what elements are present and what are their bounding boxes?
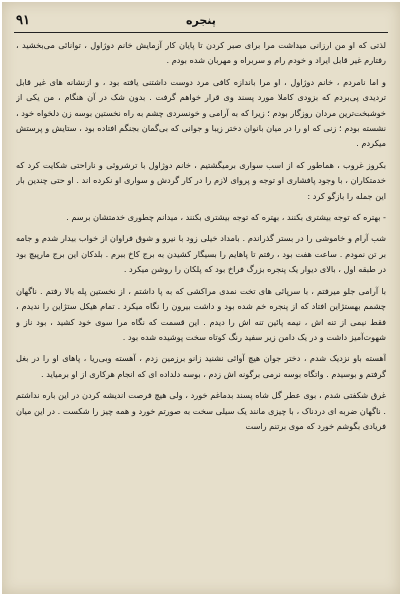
dialogue-paragraph: - بهتره که توجه بیشتری بکنند ، بهتره که توجه بیشتری بکنند ، میدانم چطوری خدمتشان برسم . [66, 212, 386, 223]
paragraph: و اما نامردم ، خانم دوژاول ، او مرا باندازه کافی مرد دوست داشتنی یافته بود ، و ازنشانه های غیر قابل تردیدی پی‌بردم که بزودی کاملا مورد پسند وی قرار خواهم گرفت . بدون شک در آن هنگام ، من یکی از خوشبخت‌ترین مردان روزگار بودم ؛ زیرا که به آرامی و خونسردی چشم به راه نخستین بوسه زن دلخواه خود ، نشسته بودم ؛ زنی که او را در میان بانوان دختر زیبا و جوانی که بی‌گمان بجنگم افتاده بود ، ستایش و پرستش میکردم . [16, 76, 386, 149]
paragraph: غرق شکفتی شدم ، بوی عطر گل شاه پسند بدماغم خورد ، ولی هیچ فرصت اندیشه کردن در این باره نداشتم . ناگهان ضربه ای دردناک ، با چیزی مانند یک سیلی سخت به صورتم خورد و همه چیز را شکست . در این میان فریادی بگوشم خورد که موی برتنم راست [16, 390, 386, 431]
paragraph: بکروز غروب ، هماطور که از اسب سواری برمیگشتیم ، خانم دوژاول با ترشروئی و ناراحتی شکایت کرد که خدمتکاران ، با وجود پافشاری او توجه و پروای لازم را در کار گردش و سواری او نکرده اند . او حتی چندین بار این جمله را بازگو کرد : [16, 159, 386, 201]
paragraph: شب آرام و خاموشی را در بستر گذراندم . بامداد خیلی زود با نیرو و شوق فراوان از خواب بیدار شدم و جامه بر تن نمودم . ساعت هفت بود ، رفتم تا پاهایم را بسیگار کشیدن به برج کاخ ببرم . بلدکان این برج مارپیچ بود در طبقه اول ، بالای دیوار یک پنجره بزرگ فراخ بود که پلکان را روشن میکرد . [16, 233, 386, 275]
paragraph: آهسته باو نزدیک شدم ، دختر جوان هیچ آوائی نشنید زانو برزمین زدم ، آهسته وبی‌ریا ، پاهای او را در بغل گرفتم و بوسیدم . واتگاه بوسه نرمی برگونه اش زدم ، بوسه دلداده ای که انجام هرکاری از او برمیاید . [16, 353, 386, 379]
book-page [2, 2, 400, 594]
running-title: پنجره [186, 14, 216, 27]
page-body [16, 38, 386, 590]
paragraph: با آرامی جلو میرفتم ، با سرپائی های تخت نمدی مراکشی که به پا داشتم ، از نخستین پله بالا رفتم . ناگهان چشمم بهستژاین افتاد که از پنجره خم شده بود و داشت بیرون را نگاه میکرد . تمام هیکل ستژاین را ندیدم ، فقط نیمی از تنه اش ، نیمه پائین تنه اش را دیدم . این قسمت که نگاه مرا سوی خود کشید ، بود ناز و شهوت‌آمیز داشت و در یک دامن زیر سفید رنگ کوتاه سخت پوشیده شده بود . [16, 285, 386, 342]
page-number: ۹۱ [16, 13, 30, 28]
paragraph: لذتی که او من ارزانی میداشت مرا برای صبر کردن تا پایان کار آزمایش خانم دوژاول ، توانائی می‌بخشید ، رفتارم غیر قابل ایراد و خودم رام و سربراه و مهربان شده بودم . [16, 40, 386, 66]
page-header [14, 10, 388, 33]
